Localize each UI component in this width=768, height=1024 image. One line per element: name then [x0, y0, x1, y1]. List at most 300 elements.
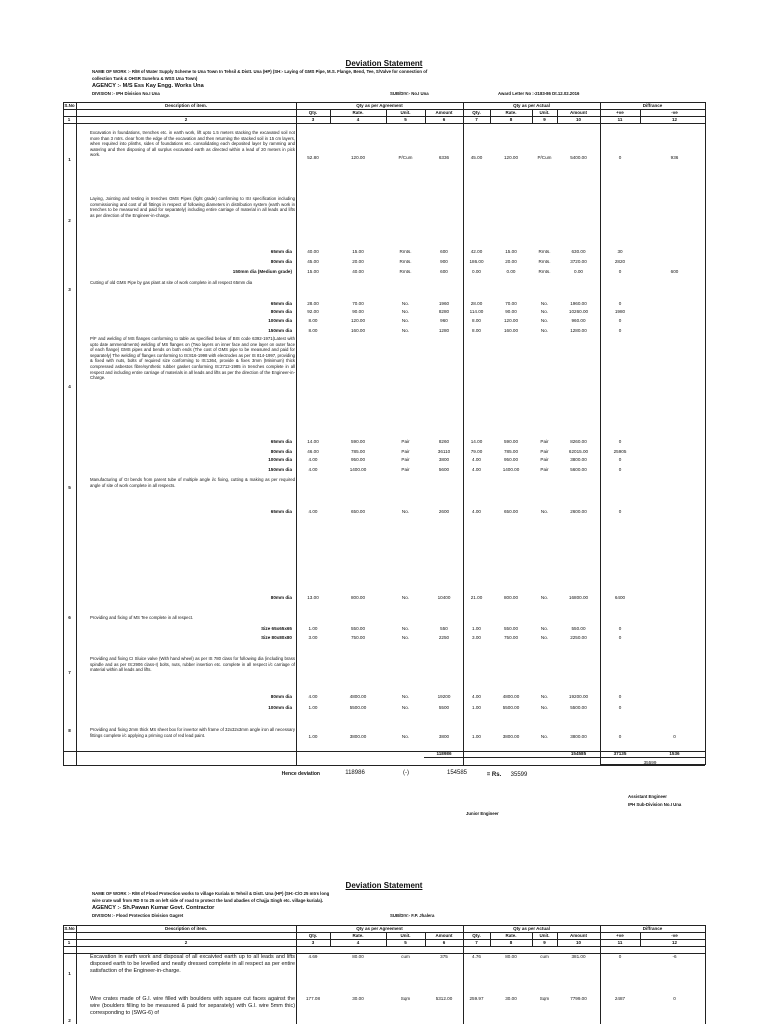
sub-item-cell: 0: [618, 694, 622, 699]
sub-item-cell: No.: [401, 626, 410, 631]
sub-item-cell: 20.00: [505, 259, 517, 264]
sub-item-cell: 3800: [438, 457, 450, 462]
sub-item-cell: 600: [670, 269, 679, 274]
col-header-qty: Qty.: [472, 110, 481, 115]
sub-item-cell: 19200: [437, 694, 451, 699]
sub-item-cell: No.: [401, 635, 410, 640]
sub-item-cell: 4.00: [472, 457, 481, 462]
item1-cell: 936: [670, 155, 679, 160]
sub-item-cell: 4.00: [472, 509, 481, 514]
sub-item-cell: Pair: [540, 449, 549, 454]
sub-item-cell: 950.00: [350, 457, 366, 462]
sub-item-cell: 15.00: [505, 249, 517, 254]
item-number: 3: [68, 287, 71, 292]
sub-item-label: Size 65x65x65: [261, 626, 292, 631]
col-header-sno: S.No: [64, 103, 75, 108]
col-number: 6: [442, 940, 446, 945]
col-header-pos: +ve: [616, 110, 624, 115]
col-header-amount: Amount: [435, 110, 453, 115]
sub-item-cell: Pair: [540, 467, 549, 472]
statement-title: Deviation Statement: [345, 59, 423, 68]
item1-cell: cum: [401, 954, 410, 959]
sub-item-cell: 650.00: [503, 509, 519, 514]
sub-item-cell: 900: [440, 259, 448, 264]
col-header-qty-agreement: Qty as per Agreement: [356, 926, 403, 931]
col-header-description: Description of item.: [164, 103, 207, 108]
item1-cell: 120.00: [350, 155, 366, 160]
sub-item-cell: 46.00: [307, 449, 319, 454]
item-number: 5: [68, 485, 71, 490]
sub-item-cell: 1.00: [308, 626, 318, 631]
col-header-qty: Qty.: [308, 110, 318, 115]
rule-line: [63, 123, 705, 124]
rule-line: [63, 939, 705, 940]
sub-item-cell: 3720.00: [570, 259, 587, 264]
sub-item-cell: 36110: [437, 449, 451, 454]
sub-item-label: 65mm dia: [270, 439, 292, 444]
item1-cell: 52.80: [307, 155, 319, 160]
sub-item-cell: 600: [440, 269, 448, 274]
sub-item-label: 100mm dia: [268, 457, 292, 462]
col-header-unit: Unit.: [400, 110, 411, 115]
agency-line: AGENCY :- Sh.Pawan Kumar Govt. Contractor: [92, 905, 215, 911]
sub-item-cell: 2250.00: [570, 635, 587, 640]
hence-deviation-actual-total: 154585: [446, 770, 468, 776]
sub-item-cell: 40.00: [352, 269, 364, 274]
item-description: Providing and fixing of MS Tee complete in all respect.: [90, 615, 194, 620]
sub-item-cell: 19200.00: [568, 694, 589, 699]
sub-item-cell: 16800.00: [568, 595, 589, 600]
item2-cell: 7799.00: [570, 996, 587, 1001]
col-header-description: Description of item.: [164, 926, 207, 931]
item2-cell: 259.97: [469, 996, 484, 1001]
name-of-work-continued: collection Tank & OHSR Sunehra & WSS Una Town): [92, 76, 198, 81]
col-header-neg: -ve: [671, 110, 678, 115]
sub-item-cell: 15.00: [307, 269, 319, 274]
name-of-work: NAME OF WORK :- R/M of Flood Protection works to village Kuriala In Tehsil & Distt. Una (HP) (SH:-C/O 25 mtrs long: [92, 891, 330, 896]
sub-item-cell: 28.00: [470, 301, 483, 306]
col-header-qty-agreement: Qty as per Agreement: [356, 103, 403, 108]
item1-cell: 381.00: [571, 954, 586, 959]
item1-cell: 80.00: [352, 954, 364, 959]
name-of-work: NAME OF WORK :- R/M of Water Supply Scheme to Una Town In Tehsil & Distt. Una (HP) (SH:- Laying of GMS Pipe, M.S. Flange, Bend, Tee, S/Valve for connection of: [92, 69, 428, 74]
sub-item-cell: Rmts.: [538, 269, 551, 274]
sub-item-cell: 25905: [613, 449, 627, 454]
sub-item-cell: 1.00: [308, 705, 318, 710]
col-header-pos: +ve: [616, 933, 624, 938]
sub-item-label: 150mm dia (Medium grade): [232, 269, 292, 274]
sub-item-cell: 590.00: [350, 439, 366, 444]
sub-item-label: 80mm dia: [270, 595, 292, 600]
col-header-unit: Unit.: [539, 110, 550, 115]
item-number: 4: [68, 384, 71, 389]
item1-cell: 45.00: [470, 155, 483, 160]
sub-item-cell: No.: [540, 694, 549, 699]
sub-item-cell: 5500: [438, 705, 450, 710]
item1-cell: P/Cum: [398, 155, 413, 160]
sub-item-label: 65mm dia: [270, 301, 292, 306]
item-description: Wire crates made of G.I. wire filled with boulders with square cut faces against the wire (boulders filling to be measured & paid for separately) with G.I. wire 5mm thic) corresponding to (SWG-6) of: [90, 996, 295, 1016]
sub-item-cell: Rmts.: [538, 259, 551, 264]
net-difference: 35599: [643, 760, 657, 765]
sub-item-cell: 0: [618, 301, 622, 306]
col-number: 9: [543, 117, 546, 122]
sub-item-cell: No.: [540, 301, 549, 306]
item-number: 2: [68, 1018, 71, 1023]
col-header-sno: S.No: [64, 926, 75, 931]
sub-item-cell: 550.00: [503, 626, 519, 631]
col-number: 7: [475, 117, 478, 122]
col-number: 6: [442, 117, 446, 122]
sub-item-cell: Pair: [401, 457, 410, 462]
col-number: 2: [184, 117, 188, 122]
col-number: 3: [311, 117, 315, 122]
sub-item-cell: 0.00: [472, 269, 481, 274]
column-rule: [600, 925, 601, 1024]
sub-item-cell: 90.00: [352, 309, 364, 314]
sub-item-cell: 550.00: [350, 626, 366, 631]
sub-item-label: 80mm dia: [270, 694, 292, 699]
item-description: Excavation in earth work and disposal of all excaivted earth up to all leads and lifts disposed earth to be levelled and neatly dressed complete in all respect as per entire satisfaction of the Engineer-in-charge.: [90, 954, 295, 974]
award-letter: Award Letter No :-2183-86 Dt.12.02.2016: [498, 91, 580, 96]
item8-cell: No.: [540, 734, 549, 739]
sub-item-cell: 630.00: [571, 249, 586, 254]
column-rule: [600, 102, 601, 765]
sub-item-cell: 10260.00: [568, 309, 589, 314]
sub-item-cell: 0: [618, 457, 622, 462]
item2-cell: Sqm: [400, 996, 411, 1001]
sub-item-cell: 160.00: [503, 328, 519, 333]
sub-item-cell: 3.00: [308, 635, 318, 640]
sub-item-cell: 800.00: [503, 595, 519, 600]
sub-item-cell: 785.00: [503, 449, 519, 454]
item1-cell: 5400.00: [570, 155, 587, 160]
sub-item-cell: 1960.00: [570, 301, 587, 306]
column-rule: [705, 102, 706, 765]
column-rule: [296, 925, 297, 1024]
sub-item-cell: No.: [540, 635, 549, 640]
sub-item-cell: 45.00: [307, 259, 319, 264]
sub-item-cell: 1280: [438, 328, 450, 333]
sub-item-cell: 3800.00: [570, 457, 587, 462]
sub-item-cell: 2820: [614, 259, 626, 264]
col-header-rate: Rate.: [505, 110, 517, 115]
hence-deviation-agreement-total: 118986: [345, 770, 365, 776]
signature-junior-engineer: Junior Engineer: [466, 811, 499, 816]
sub-item-cell: Rmts.: [538, 249, 551, 254]
item-description: Providing and fixing 2mm thick MS sheet box for invertor with frame of 32x32x3mm angle iron all necessary fittings complete i/c applying a priming coat of red lead paint.: [90, 727, 295, 738]
item-number: 6: [68, 615, 71, 620]
sub-item-label: 80mm dia: [270, 449, 292, 454]
hence-deviation-result: 35599: [510, 772, 528, 778]
col-header-neg: -ve: [671, 933, 678, 938]
sub-item-cell: 120.00: [350, 318, 366, 323]
item2-cell: 2487: [614, 996, 626, 1001]
sub-item-cell: 14.00: [307, 439, 319, 444]
sub-item-cell: 20.00: [352, 259, 364, 264]
rule-line: [424, 757, 705, 758]
sub-item-cell: 4.00: [472, 694, 481, 699]
sub-item-cell: 1.00: [472, 626, 481, 631]
sub-item-cell: 1.00: [472, 705, 481, 710]
sub-item-cell: 0: [618, 328, 622, 333]
agency-line: AGENCY :- M/S Ess Kay Engg. Works Una: [92, 83, 204, 89]
item-description: Laying, Jointing and testing in trenches GMS Pipes (light grade) confirming to ISI specification including commissioning and cost of all fittings in respect of following diameters in distribution system (earth work in trenches to be measured and paid for separately) including entire carriage of material in all leads and lifts as per direction of the Engineer-in-charge.: [90, 196, 295, 218]
sub-item-cell: 8.00: [472, 318, 481, 323]
col-number: 1: [67, 940, 71, 945]
sub-item-cell: 950.00: [503, 457, 519, 462]
column-rule: [705, 925, 706, 1024]
item1-cell: 80.00: [505, 954, 517, 959]
column-rule: [76, 102, 77, 765]
sub-item-cell: 10400: [437, 595, 451, 600]
item8-cell: 3800.00: [349, 734, 367, 739]
item8-cell: 1.00: [472, 734, 481, 739]
sub-item-cell: 4.00: [308, 467, 318, 472]
sub-item-cell: 1400.00: [349, 467, 367, 472]
sub-item-cell: Pair: [401, 449, 410, 454]
sub-item-cell: 5500.00: [570, 705, 587, 710]
total-positive-difference: 37135: [613, 751, 627, 756]
subdivision-line: SUB/DIV:- F.P. Jhalera: [390, 913, 435, 918]
col-number: 4: [356, 940, 360, 945]
sub-item-cell: 0.00: [506, 269, 516, 274]
col-header-qty: Qty.: [472, 933, 481, 938]
sub-item-label: 80mm dia: [270, 259, 292, 264]
col-number: 1: [67, 117, 71, 122]
sub-item-cell: 114.00: [469, 309, 484, 314]
col-header-amount: Amount: [435, 933, 453, 938]
sub-item-cell: 0: [618, 705, 622, 710]
sub-item-cell: Pair: [540, 439, 549, 444]
sub-item-label: Size 80x80x80: [261, 635, 292, 640]
item8-cell: 3800.00: [570, 734, 587, 739]
sub-item-label: 65mm dia: [270, 249, 292, 254]
item-description: Providing and fixing CI Sluice valve (With hand wheel) as per IS 780 class for following dia (including brass spindle and as per IS:2906 class-I) bolts, nuts, rubber insertion etc. complete in all respect i/c carriage of material within all leads and lifts.: [90, 656, 295, 673]
rule-line: [63, 765, 705, 766]
sub-item-cell: 800.00: [350, 595, 366, 600]
sub-item-cell: 1280.00: [570, 328, 587, 333]
item-description: Excavation in foundations, trenches etc. in earth work, lift upto 1.5 meters stacking the excavated soil not more than 3 mtrs. clear from the edge of the excavation and then returning the stacked soil in 15 cm layers, when required into plinths, sides of foundations etc. consolidating each deposited layer by ramming and watering and then disposing of all surplus excavated earth as directed within a lead of 20 meters in pick work.: [90, 130, 295, 158]
sub-item-cell: 0: [618, 467, 622, 472]
col-number: 3: [311, 940, 315, 945]
sub-item-label: 100mm dia: [268, 705, 292, 710]
sub-item-cell: 8260.00: [570, 439, 587, 444]
sub-item-cell: 0: [618, 509, 622, 514]
sub-item-cell: 0: [618, 635, 622, 640]
item1-cell: 6336: [438, 155, 450, 160]
item1-cell: 4.69: [308, 954, 318, 959]
sub-item-cell: 600: [440, 249, 448, 254]
subdivision-line: SUB/DIV:- No.I Una: [390, 91, 429, 96]
col-number: 9: [543, 940, 546, 945]
col-header-difference: Diffrance: [642, 103, 663, 108]
sub-item-cell: 70.00: [352, 301, 364, 306]
division-line: DIVISION :- Flood Protection Division Gagret: [92, 913, 184, 918]
sub-item-cell: Pair: [540, 457, 549, 462]
item2-cell: 0: [673, 996, 676, 1001]
sub-item-label: 65mm dia: [270, 509, 292, 514]
col-number: 5: [404, 940, 407, 945]
sub-item-cell: 1400.00: [502, 467, 520, 472]
sub-item-cell: 0: [618, 269, 622, 274]
col-number: 8: [509, 940, 513, 945]
item2-cell: 30.00: [352, 996, 364, 1001]
item1-cell: -6: [672, 954, 677, 959]
sub-item-cell: 14.00: [470, 439, 483, 444]
item8-cell: 0: [618, 734, 622, 739]
item1-cell: 375: [440, 954, 448, 959]
sub-item-cell: 8280: [438, 309, 450, 314]
item-number: 2: [68, 218, 71, 223]
hence-deviation-label: Hence deviation: [281, 771, 320, 777]
sub-item-cell: No.: [401, 509, 410, 514]
sub-item-cell: 750.00: [350, 635, 366, 640]
item8-cell: No.: [401, 734, 410, 739]
sub-item-label: 100mm dia: [268, 318, 292, 323]
sub-item-cell: 1960: [438, 301, 450, 306]
item-description: Cutting of old GMS Pipe by gas plant at site of work complete in all respect 65mm dia: [90, 280, 253, 285]
sub-item-cell: 4800.00: [502, 694, 520, 699]
sub-item-cell: No.: [401, 309, 410, 314]
col-number: 8: [509, 117, 513, 122]
sub-item-cell: 90.00: [505, 309, 517, 314]
sub-item-cell: No.: [401, 595, 410, 600]
col-number: 11: [617, 940, 623, 945]
item-number: 8: [68, 728, 71, 733]
sub-item-cell: 5500.00: [502, 705, 520, 710]
sub-item-cell: 4800.00: [349, 694, 367, 699]
sub-item-cell: 6400: [614, 595, 626, 600]
sub-item-cell: 120.00: [503, 318, 519, 323]
sub-item-cell: 0: [618, 439, 622, 444]
total-negative-difference: 1536: [669, 751, 680, 756]
sub-item-cell: No.: [401, 318, 410, 323]
item8-cell: 3800: [438, 734, 450, 739]
item2-cell: Sqm: [539, 996, 550, 1001]
sub-item-cell: No.: [540, 705, 549, 710]
item1-cell: 120.00: [503, 155, 519, 160]
sub-item-cell: Rmts.: [399, 269, 412, 274]
col-number: 12: [671, 940, 677, 945]
sub-item-cell: No.: [401, 705, 410, 710]
sub-item-label: 150mm dia: [268, 328, 292, 333]
col-header-unit: Unit.: [539, 933, 550, 938]
sub-item-cell: 62015.00: [568, 449, 589, 454]
sub-item-cell: 8260: [438, 439, 450, 444]
col-number: 10: [575, 940, 581, 945]
item-number: 7: [68, 670, 71, 675]
sub-item-cell: Rmts.: [399, 259, 412, 264]
sub-item-cell: 785.00: [350, 449, 366, 454]
sub-item-label: 150mm dia: [268, 467, 292, 472]
column-rule: [296, 102, 297, 765]
total-amount-agreement: 118986: [436, 751, 452, 756]
sub-item-cell: 960.00: [571, 318, 586, 323]
col-header-rate: Rate.: [352, 933, 364, 938]
sub-item-cell: 4.00: [308, 457, 318, 462]
sub-item-cell: No.: [540, 509, 549, 514]
col-header-amount: Amount: [570, 110, 587, 115]
col-number: 7: [475, 940, 478, 945]
sub-item-cell: 0.00: [574, 269, 583, 274]
item1-cell: P/Cum: [537, 155, 552, 160]
sub-item-cell: 70.00: [505, 301, 517, 306]
item-number: 1: [68, 157, 71, 162]
sub-item-cell: 186.00: [469, 259, 484, 264]
sub-item-cell: No.: [540, 309, 549, 314]
sub-item-cell: 4.00: [472, 467, 481, 472]
sub-item-cell: Pair: [401, 439, 410, 444]
col-number: 5: [404, 117, 407, 122]
col-header-rate: Rate.: [352, 110, 364, 115]
item-description: P/F and welding of MS flanges conforming to table as specified below of BIS code 6392-1971(Latest with upto date ammendments) welding of MS flanges on (Two layers on inner face and one layer on outer face of each flange) GMS pipes and bends on both ends (The cost of GMS pipe to be measured and paid for separately) The welding of flanges conforming to IS:816-1998 with electrodes as per IS 814-1997, providing & fixed with nuts, bolts of required size conforming to IS:1364, provide & fixes 3mm (Minimum) thick compressed asbestos fibre/synthetic rubber gasket conforming IS:2712-1985 in trenches complete in all respect and including entire carriage of materials in all leads and lifts as per the direction of the Engineer-in-Charge.: [90, 336, 295, 381]
sub-item-cell: 750.00: [503, 635, 519, 640]
column-rule: [463, 925, 464, 1024]
sub-item-cell: 4.00: [308, 509, 318, 514]
sub-item-cell: 21.00: [470, 595, 483, 600]
column-rule: [63, 102, 64, 765]
item2-cell: 177.08: [305, 996, 321, 1001]
sub-item-cell: 2250: [438, 635, 450, 640]
total-amount-actual: 154585: [570, 751, 587, 756]
col-header-rate: Rate.: [505, 933, 517, 938]
division-line: DIVISION :- IPH Division No.I Una: [92, 91, 160, 96]
sub-item-cell: 550.00: [571, 626, 586, 631]
sub-item-cell: No.: [401, 328, 410, 333]
sub-item-cell: 0: [618, 626, 622, 631]
sub-item-label: 80mm dia: [270, 309, 292, 314]
col-number: 4: [356, 117, 360, 122]
item1-cell: 0: [618, 954, 622, 959]
sub-item-cell: 650.00: [350, 509, 366, 514]
sub-item-cell: 8.00: [308, 328, 318, 333]
item1-cell: 4.76: [472, 954, 481, 959]
hence-deviation-operator: (-): [403, 770, 409, 776]
sub-item-cell: No.: [401, 694, 410, 699]
sub-item-cell: 5500.00: [349, 705, 367, 710]
sub-item-cell: 42.00: [470, 249, 483, 254]
sub-item-cell: 28.00: [307, 301, 319, 306]
sub-item-cell: 550: [440, 626, 448, 631]
sub-item-cell: 5600: [438, 467, 450, 472]
col-header-qty-actual: Qty as per Actual: [513, 926, 550, 931]
sub-item-cell: No.: [540, 626, 549, 631]
sub-item-cell: 15.00: [352, 249, 364, 254]
signature-sub-division: IPH Sub-Division No.I Una: [628, 802, 682, 807]
item-description: Manufacturing of GI bends from parent tube of multiple angle i/c fixing, cutting & making as per required angle of site of work complete in all respects.: [90, 477, 295, 488]
item1-cell: cum: [540, 954, 549, 959]
col-header-qty: Qty.: [308, 933, 318, 938]
sub-item-cell: 5600.00: [570, 467, 587, 472]
column-rule: [463, 102, 464, 765]
sub-item-cell: 40.00: [307, 249, 319, 254]
sub-item-cell: 4.00: [308, 694, 318, 699]
sub-item-cell: No.: [540, 328, 549, 333]
col-number: 2: [184, 940, 188, 945]
sub-item-cell: 8.00: [472, 328, 481, 333]
hence-deviation-equals: = Rs.: [486, 772, 502, 778]
rule-line: [63, 946, 705, 947]
item2-cell: 5312.00: [435, 996, 453, 1001]
item8-cell: 0: [673, 734, 676, 739]
sub-item-cell: 79.00: [470, 449, 483, 454]
col-number: 10: [575, 117, 581, 122]
item8-cell: 3800.00: [502, 734, 520, 739]
statement-title: Deviation Statement: [345, 881, 423, 890]
sub-item-cell: 30: [617, 249, 623, 254]
sub-item-cell: 960: [440, 318, 448, 323]
